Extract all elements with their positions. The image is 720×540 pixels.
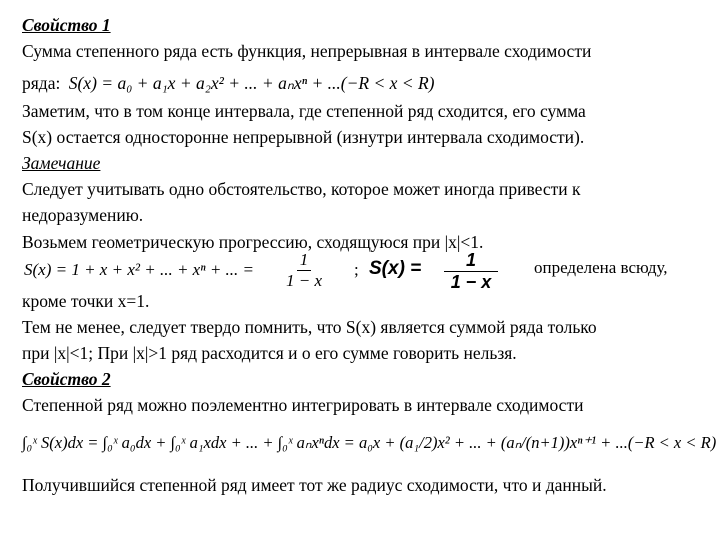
property1-text-line2 — [22, 72, 435, 94]
right-fraction-numerator: 1 — [444, 250, 498, 272]
fraction-numerator: 1 — [297, 250, 312, 271]
semicolon: ; — [354, 260, 359, 279]
property2-heading: Свойство 2 — [22, 369, 111, 389]
remark-line3: Возьмем геометрическую прогрессию, сходящуюся при |x|<1. — [22, 232, 484, 252]
remark-heading: Замечание — [22, 153, 101, 173]
remark-line6: Тем не менее, следует твердо помнить, что S(x) является суммой ряда только — [22, 317, 597, 337]
property1-prefix: ряда: — [22, 73, 61, 93]
fraction-denominator: 1 − x — [286, 271, 323, 290]
remark-line2: недоразумению. — [22, 205, 144, 225]
formula-integration: ∫₀ˣ S(x)dx = ∫₀ˣ a₀dx + ∫₀ˣ a₁xdx + ... + ∫₀ˣ aₙxⁿdx = a₀x + (a₁/2)x² + ... + (aₙ/(n+1))xⁿ⁺¹ + ...(−R < x < R) — [22, 433, 717, 452]
formula-sum-series: S(x) = a₀ + a₁x + a₂x² + ... + aₙxⁿ + ...(−R < x < R) — [68, 73, 435, 93]
note-line1: Заметим, что в том конце интервала, где степенной ряд сходится, его сумма — [22, 101, 586, 121]
note-line2: S(x) остается односторонне непрерывной (изнутри интервала сходимости). — [22, 127, 585, 147]
formula-geometric-left: S(x) = 1 + x + x² + ... + xⁿ + ... = — [24, 260, 255, 279]
remark-line1: Следует учитывать одно обстоятельство, которое может иногда привести к — [22, 179, 581, 199]
property1-text-line1: Сумма степенного ряда есть функция, непрерывная в интервале сходимости — [22, 41, 592, 61]
remark-line7: при |x|<1; При |x|>1 ряд расходится и о его сумме говорить нельзя. — [22, 343, 517, 363]
property2-line1: Степенной ряд можно поэлементно интегрировать в интервале сходимости — [22, 395, 584, 415]
property1-heading: Свойство 1 — [22, 15, 111, 35]
formula-geometric-fraction — [286, 250, 322, 291]
formula-geometric-right-fraction — [444, 250, 498, 293]
defined-everywhere: определена всюду, — [534, 258, 668, 277]
property2-last-line: Получившийся степенной ряд имеет тот же радиус сходимости, что и данный. — [22, 475, 607, 495]
remark-line5: кроме точки x=1. — [22, 291, 150, 311]
formula-geometric-right: S(x) = — [369, 258, 422, 279]
right-fraction-denominator: 1 − x — [450, 272, 492, 292]
